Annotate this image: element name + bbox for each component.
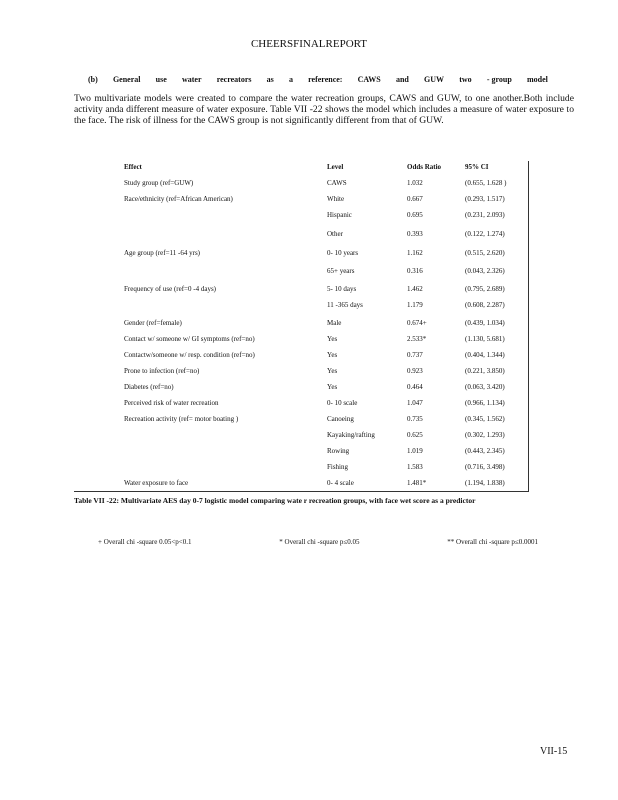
cell-ci: (0.293, 1.517) bbox=[465, 195, 505, 203]
cell-odds-ratio: 1.462 bbox=[407, 285, 423, 293]
cell-ci: (0.443, 2.345) bbox=[465, 447, 505, 455]
cell-ci: (0.966, 1.134) bbox=[465, 399, 505, 407]
cell-odds-ratio: 0.695 bbox=[407, 211, 423, 219]
cell-effect: Water exposure to face bbox=[124, 479, 189, 487]
subheading-word: model bbox=[526, 75, 548, 84]
table-row bbox=[124, 179, 548, 195]
table-header-row bbox=[124, 163, 548, 179]
cell-ci: (0.655, 1.628 ) bbox=[465, 179, 507, 187]
cell-effect: Recreation activity (ref= motor boating ) bbox=[124, 415, 239, 423]
subheading-word: two bbox=[459, 75, 472, 84]
table-row bbox=[124, 301, 548, 319]
cell-effect: Study group (ref=GUW) bbox=[124, 179, 194, 187]
cell-level: Yes bbox=[327, 383, 338, 391]
cell-odds-ratio: 1.162 bbox=[407, 249, 423, 257]
table-caption: Table VII -22: Multivariate AES day 0-7 logistic model comparing wate r recreation groups, with face wet score as a predictor bbox=[74, 496, 476, 505]
cell-effect: Age group (ref=11 -64 yrs) bbox=[124, 249, 200, 257]
subheading-word: - group bbox=[486, 75, 512, 84]
cell-level: 0- 4 scale bbox=[327, 479, 354, 487]
cell-ci: (0.439, 1.034) bbox=[465, 319, 505, 327]
cell-effect: Gender (ref=female) bbox=[124, 319, 182, 327]
table-row bbox=[124, 383, 548, 399]
cell-effect bbox=[124, 230, 327, 249]
cell-ci: (0.345, 1.562) bbox=[465, 415, 505, 423]
cell-odds-ratio: 0.316 bbox=[407, 267, 423, 275]
cell-odds-ratio: 0.464 bbox=[407, 383, 423, 391]
subheading-word: as bbox=[266, 75, 274, 84]
subheading-word: GUW bbox=[424, 75, 445, 84]
cell-odds-ratio: 1.032 bbox=[407, 179, 423, 187]
cell-effect bbox=[124, 301, 327, 319]
footnotes bbox=[98, 538, 538, 546]
cell-ci: (0.122, 1.274) bbox=[465, 230, 505, 238]
footnote-plus: + Overall chi -square 0.05<p<0.1 bbox=[98, 538, 192, 546]
cell-effect bbox=[124, 267, 327, 285]
cell-level: Fishing bbox=[327, 463, 349, 471]
subheading-word: and bbox=[395, 75, 409, 84]
cell-effect bbox=[124, 463, 327, 479]
cell-level: Yes bbox=[327, 351, 338, 359]
header-level: Level bbox=[327, 163, 344, 171]
subheading-word: use bbox=[155, 75, 167, 84]
subheading-word: a bbox=[288, 75, 293, 84]
cell-ci: (0.043, 2.326) bbox=[465, 267, 505, 275]
cell-level: Canoeing bbox=[327, 415, 354, 423]
section-subheading bbox=[88, 75, 548, 84]
cell-odds-ratio: 0.393 bbox=[407, 230, 423, 238]
cell-level: 0- 10 scale bbox=[327, 399, 358, 407]
cell-effect bbox=[124, 431, 327, 447]
header-odds-ratio: Odds Ratio bbox=[407, 163, 442, 171]
cell-level: Male bbox=[327, 319, 342, 327]
cell-effect bbox=[124, 447, 327, 463]
subheading-word: General bbox=[112, 75, 141, 84]
cell-level: CAWS bbox=[327, 179, 347, 187]
cell-effect: Contact w/ someone w/ GI symptoms (ref=no) bbox=[124, 335, 255, 343]
page-number: VII-15 bbox=[540, 746, 568, 757]
subheading-word: reference: bbox=[308, 75, 343, 84]
cell-odds-ratio: 0.735 bbox=[407, 415, 423, 423]
cell-effect: Prone to infection (ref=no) bbox=[124, 367, 200, 375]
cell-odds-ratio: 2.533* bbox=[407, 335, 427, 343]
cell-level: Yes bbox=[327, 367, 338, 375]
header-ci: 95% CI bbox=[465, 163, 489, 171]
cell-odds-ratio: 0.674+ bbox=[407, 319, 427, 327]
cell-level: White bbox=[327, 195, 345, 203]
table-row bbox=[124, 463, 548, 479]
cell-effect: Contactw/someone w/ resp. condition (ref=no) bbox=[124, 351, 255, 359]
table-row bbox=[124, 195, 548, 211]
cell-odds-ratio: 1.047 bbox=[407, 399, 423, 407]
cell-ci: (0.302, 1.293) bbox=[465, 431, 505, 439]
cell-ci: (1.130, 5.681) bbox=[465, 335, 505, 343]
header-effect: Effect bbox=[124, 163, 142, 171]
cell-ci: (0.795, 2.689) bbox=[465, 285, 505, 293]
cell-odds-ratio: 0.667 bbox=[407, 195, 423, 203]
cell-ci: (0.608, 2.287) bbox=[465, 301, 505, 309]
cell-level: 11 -365 days bbox=[327, 301, 363, 309]
cell-level: 5- 10 days bbox=[327, 285, 357, 293]
table-row bbox=[124, 211, 548, 230]
cell-level: Kayaking/rafting bbox=[327, 431, 375, 439]
section-paragraph: Two multivariate models were created to compare the water recreation groups, CAWS and GUW, to one another.Both include activity anda different measure of water exposure. Table VII -22 shows the model which includes a measure of water exposure to the face. The risk of illness for the CAWS group is not significantly different from that of GUW. bbox=[74, 93, 574, 126]
table-row bbox=[124, 249, 548, 267]
cell-level: Hispanic bbox=[327, 211, 352, 219]
table-row bbox=[124, 285, 548, 301]
cell-effect: Diabetes (ref=no) bbox=[124, 383, 174, 391]
subheading-word: (b) bbox=[88, 75, 98, 84]
cell-ci: (0.221, 3.850) bbox=[465, 367, 505, 375]
cell-level: Yes bbox=[327, 335, 338, 343]
cell-odds-ratio: 1.583 bbox=[407, 463, 423, 471]
cell-ci: (0.231, 2.093) bbox=[465, 211, 505, 219]
cell-odds-ratio: 0.923 bbox=[407, 367, 423, 375]
table-row bbox=[124, 230, 548, 249]
results-table bbox=[124, 163, 548, 495]
cell-odds-ratio: 1.019 bbox=[407, 447, 423, 455]
cell-effect: Perceived risk of water recreation bbox=[124, 399, 219, 407]
cell-level: 0- 10 years bbox=[327, 249, 359, 257]
footnote-star: * Overall chi -square p≤0.05 bbox=[279, 538, 360, 546]
cell-odds-ratio: 0.625 bbox=[407, 431, 423, 439]
cell-ci: (0.404, 1.344) bbox=[465, 351, 505, 359]
report-header: CHEERSFINALREPORT bbox=[250, 38, 368, 50]
table-row bbox=[124, 415, 548, 431]
cell-effect bbox=[124, 211, 327, 230]
cell-level: Other bbox=[327, 230, 343, 238]
footnote-double-star: ** Overall chi -square p≤0.0001 bbox=[447, 538, 538, 546]
cell-level: Rowing bbox=[327, 447, 350, 455]
cell-effect: Race/ethnicity (ref=African American) bbox=[124, 195, 233, 203]
cell-ci: (0.716, 3.498) bbox=[465, 463, 505, 471]
table-row bbox=[124, 367, 548, 383]
table-row bbox=[124, 319, 548, 335]
cell-level: 65+ years bbox=[327, 267, 355, 275]
cell-ci: (1.194, 1.838) bbox=[465, 479, 505, 487]
cell-odds-ratio: 1.481* bbox=[407, 479, 427, 487]
table-row bbox=[124, 447, 548, 463]
cell-odds-ratio: 1.179 bbox=[407, 301, 423, 309]
subheading-word: water bbox=[181, 75, 202, 84]
table-row bbox=[124, 351, 548, 367]
cell-effect: Frequency of use (ref=0 -4 days) bbox=[124, 285, 216, 293]
cell-ci: (0.063, 3.420) bbox=[465, 383, 505, 391]
cell-odds-ratio: 0.737 bbox=[407, 351, 423, 359]
table-row bbox=[124, 431, 548, 447]
cell-ci: (0.515, 2.620) bbox=[465, 249, 505, 257]
table-row bbox=[124, 399, 548, 415]
table-row bbox=[124, 335, 548, 351]
table-row bbox=[124, 267, 548, 285]
subheading-word: recreators bbox=[216, 75, 252, 84]
subheading-word: CAWS bbox=[357, 75, 381, 84]
